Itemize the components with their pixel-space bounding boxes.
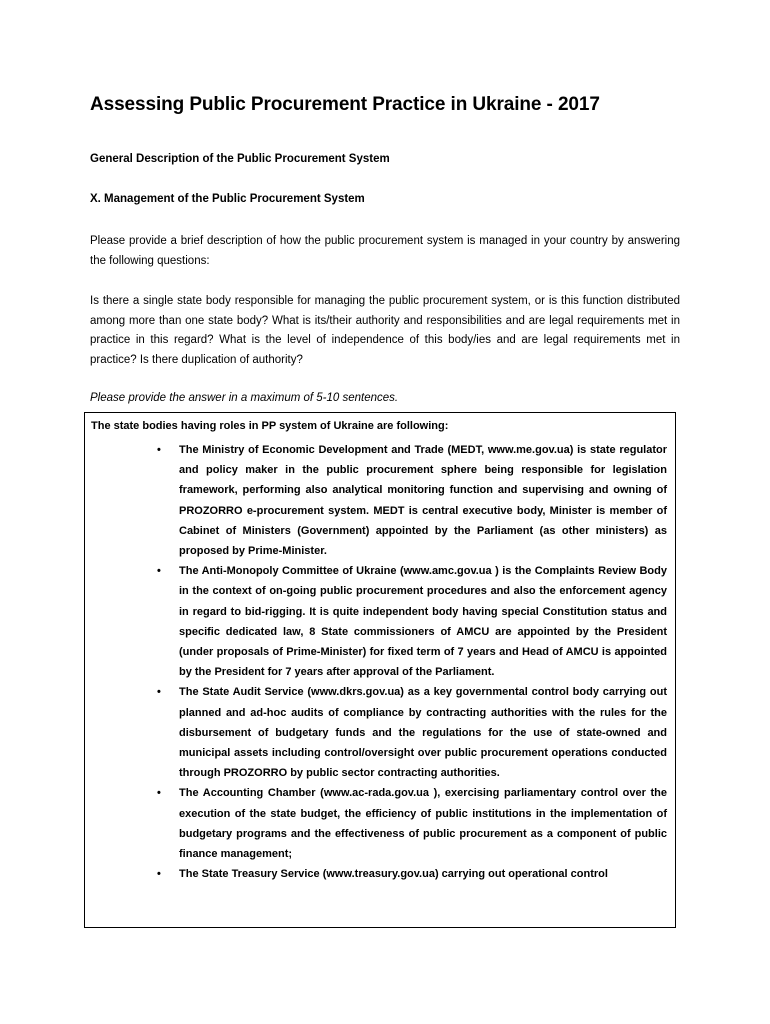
answer-box-heading: The state bodies having roles in PP system of Ukraine are following: bbox=[91, 420, 449, 432]
list-item-text: The Accounting Chamber (www.ac-rada.gov.ua ), exercising parliamentary control over the execution of the state budget, the efficiency of public institutions in the implementation of budgetary programs and the effectiveness of public procurement as a component of public finance management; bbox=[179, 787, 667, 861]
state-bodies-list bbox=[85, 440, 675, 884]
bullet-icon: • bbox=[157, 565, 161, 578]
bullet-icon: • bbox=[157, 868, 161, 881]
list-item bbox=[157, 440, 667, 561]
answer-length-note: Please provide the answer in a maximum of 5-10 sentences. bbox=[90, 392, 399, 404]
list-item-text: The State Treasury Service (www.treasury.gov.ua) carrying out operational control bbox=[179, 868, 608, 881]
answer-box bbox=[84, 412, 676, 928]
bullet-icon: • bbox=[157, 444, 161, 456]
intro-paragraph: Please provide a brief description of how the public procurement system is managed in your country by answering the following questions: bbox=[90, 235, 680, 267]
document-title: Assessing Public Procurement Practice in Ukraine - 2017 bbox=[90, 94, 600, 115]
bullet-icon: • bbox=[157, 686, 161, 699]
list-item-text: The Anti-Monopoly Committee of Ukraine (www.amc.gov.ua ) is the Complaints Review Body in the context of on-going public procurement procedures and also the enforcement agency in regard to bid-rigging. It is quite independent body having special Constitution status and specific dedicated law, 8 State commissioners of AMCU are appointed by the President (under proposals of Prime-Minister) for fixed term of 7 years and Head of AMCU is appointed by the President for 7 years after approval of the Parliament. bbox=[179, 565, 667, 679]
list-item-text: The State Audit Service (www.dkrs.gov.ua) as a key governmental control body carrying out planned and ad-hoc audits of compliance by contracting authorities with the rules for the disbursement of budgetary funds and the regulations for the use of state-owned and municipal assets including control/oversight over public procurement operations conducted through PROZORRO by public sector contracting authorities. bbox=[179, 686, 667, 780]
list-item-text: The Ministry of Economic Development and Trade (MEDT, www.me.gov.ua) is state regulator and policy maker in the public procurement sphere being responsible for legislation framework, performing also analytical monitoring function and supervising and owning of PROZORRO e-procurement system. MEDT is central executive body, Minister is member of Cabinet of Ministers (Government) appointed by the Parliament (as other ministers) as proposed by Prime-Minister. bbox=[179, 444, 667, 558]
list-item bbox=[157, 864, 667, 884]
list-item bbox=[157, 561, 667, 682]
question-paragraph: Is there a single state body responsible for managing the public procurement system, or is this function distributed among more than one state body? What is its/their authority and responsibilities and are legal requirements met in practice in this regard? What is the level of independence of this body/ies and are legal requirements met in practice? Is there duplication of authority? bbox=[90, 295, 680, 366]
list-item bbox=[157, 783, 667, 864]
subsection-heading: X. Management of the Public Procurement System bbox=[90, 193, 365, 205]
list-item bbox=[157, 682, 667, 783]
section-heading: General Description of the Public Procurement System bbox=[90, 153, 390, 165]
bullet-icon: • bbox=[157, 787, 161, 800]
